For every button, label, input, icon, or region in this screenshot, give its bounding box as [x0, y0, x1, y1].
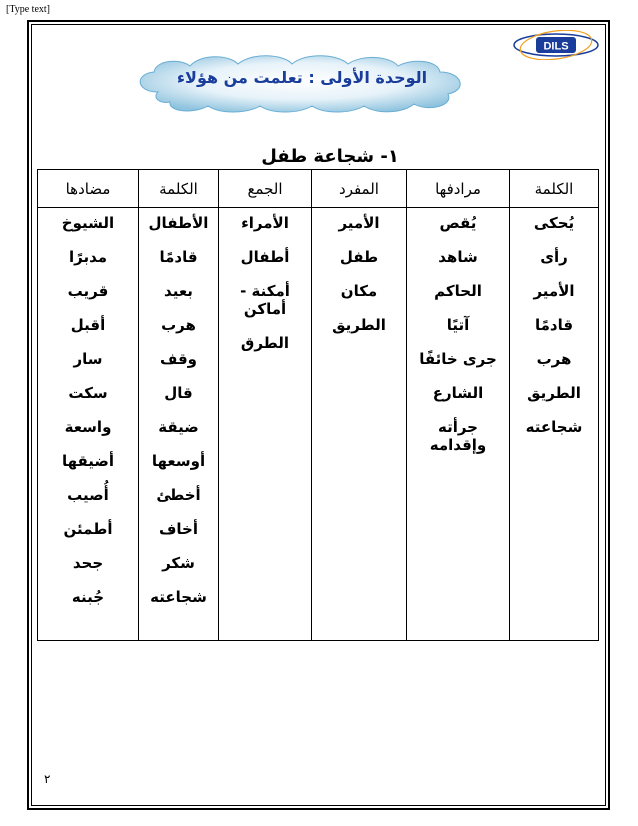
list-item: الشارع — [432, 384, 484, 402]
header-singular: المفرد — [312, 170, 407, 208]
list-item: يُحكى — [533, 214, 575, 232]
list-item: أخطئ — [156, 486, 201, 504]
list-item: جحد — [72, 554, 104, 572]
list-item: جرى خائفًا — [419, 350, 497, 368]
header-antonym: مضادها — [38, 170, 139, 208]
column-synonyms — [407, 208, 510, 641]
unit-title: الوحدة الأولى : تعلمت من هؤلاء — [176, 68, 428, 87]
table-header-row — [38, 170, 599, 208]
list-item: وقف — [159, 350, 197, 368]
page-number: ٢ — [44, 772, 51, 786]
header-type-text: [Type text] — [6, 4, 51, 15]
list-item: مدبرًا — [68, 248, 108, 266]
list-item: شاهد — [438, 248, 478, 266]
list-item: أطمئن — [63, 520, 113, 538]
list-item: الأمير — [338, 214, 380, 232]
list-item: قريب — [67, 282, 109, 300]
column-singular — [312, 208, 407, 641]
lesson-title: ١- شجاعة طفل — [261, 146, 399, 167]
list-item: شجاعته — [150, 588, 207, 606]
list-item: أقبل — [70, 316, 106, 334]
list-item: يُقص — [439, 214, 477, 232]
list-item: ضيقة — [158, 418, 199, 436]
header-word: الكلمة — [510, 170, 599, 208]
list-item: أخاف — [158, 520, 198, 538]
list-item: قادمًا — [159, 248, 198, 266]
list-item: أوسعها — [151, 452, 206, 470]
list-item: الأمير — [533, 282, 575, 300]
list-item: مكان — [340, 282, 378, 300]
list-item: الشيوخ — [61, 214, 115, 232]
list-item: الطرق — [240, 334, 290, 352]
dils-logo — [512, 30, 600, 60]
vocabulary-table — [37, 169, 599, 641]
header-plural: الجمع — [219, 170, 312, 208]
list-item: الأطفال — [148, 214, 209, 232]
list-item: سار — [73, 350, 103, 368]
column-plural — [219, 208, 312, 641]
list-item: الأمراء — [241, 214, 289, 232]
header-synonym: مرادفها — [407, 170, 510, 208]
list-item: جرأته وإقدامه — [429, 418, 487, 454]
list-item: الحاكم — [434, 282, 482, 300]
list-item: الطريق — [527, 384, 581, 402]
list-item: جُبنه — [71, 588, 105, 606]
list-item: طفل — [339, 248, 379, 266]
list-item: آتيًا — [446, 316, 470, 334]
logo-text: DILS — [543, 40, 569, 53]
list-item: أُصيب — [67, 486, 109, 504]
list-item: واسعة — [64, 418, 112, 436]
column-antonyms — [38, 208, 139, 641]
list-item: هرب — [161, 316, 196, 334]
list-item: أطفال — [240, 248, 290, 266]
list-item: أضيقها — [61, 452, 115, 470]
list-item: شكر — [162, 554, 195, 572]
list-item: قال — [164, 384, 193, 402]
column-words-2 — [139, 208, 219, 641]
list-item: قادمًا — [534, 316, 574, 334]
list-item: أمكنة - أماكن — [240, 282, 290, 318]
list-item: شجاعته — [525, 418, 583, 436]
table-body-row — [38, 208, 599, 641]
column-words — [510, 208, 599, 641]
list-item: الطريق — [332, 316, 386, 334]
list-item: سكت — [68, 384, 108, 402]
list-item: رأى — [540, 248, 568, 266]
header-word-2: الكلمة — [139, 170, 219, 208]
list-item: بعيد — [164, 282, 193, 300]
list-item: هرب — [536, 350, 572, 368]
